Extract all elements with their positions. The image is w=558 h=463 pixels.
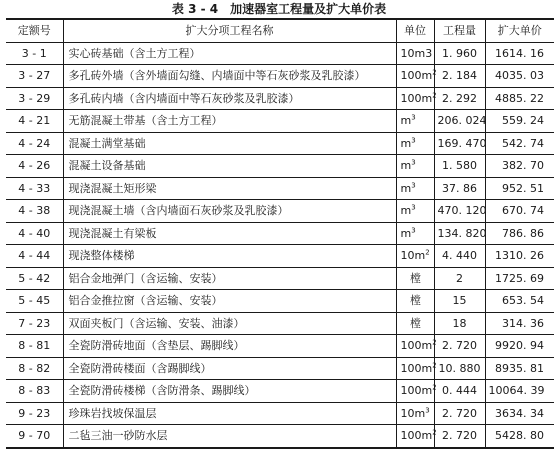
table-row	[6, 65, 554, 88]
unit-cell	[396, 65, 437, 88]
table-row	[6, 222, 554, 245]
unit-exponent: 2	[432, 68, 437, 77]
unit-price-cell: 542. 74	[485, 132, 554, 155]
item-name-cell: 无筋混凝土带基（含土方工程）	[63, 110, 396, 133]
unit-cell	[396, 290, 434, 313]
quota-code-cell: 4 - 33	[6, 177, 63, 200]
unit-base: 樘	[410, 271, 421, 285]
unit-cell	[396, 335, 437, 358]
unit-price-cell: 3634. 34	[485, 402, 554, 425]
unit-base: 100m	[400, 91, 433, 105]
unit-exponent: 2	[432, 428, 437, 437]
quota-code-cell: 4 - 44	[6, 245, 63, 268]
unit-cell	[396, 177, 434, 200]
quantity-cell: 18	[434, 312, 485, 335]
quota-code-cell: 3 - 1	[6, 42, 63, 65]
unit-cell	[396, 87, 437, 110]
quantity-cell: 1. 960	[434, 42, 485, 65]
quota-code-cell: 7 - 23	[6, 312, 63, 335]
table-row	[6, 402, 554, 425]
header-code: 定额号	[6, 20, 63, 42]
unit-price-cell: 952. 51	[485, 177, 554, 200]
table-row	[6, 132, 554, 155]
unit-base: 100m	[400, 339, 433, 353]
item-name-cell: 现浇混凝土矩形梁	[63, 177, 396, 200]
quota-code-cell: 5 - 42	[6, 267, 63, 290]
table-row	[6, 380, 554, 403]
item-name-cell: 多孔砖内墙（含内墙面中等石灰砂浆及乳胶漆）	[63, 87, 396, 110]
item-name-cell: 现浇整体楼梯	[63, 245, 396, 268]
unit-price-cell: 559. 24	[485, 110, 554, 133]
unit-cell	[396, 110, 434, 133]
quota-code-cell: 4 - 26	[6, 155, 63, 178]
unit-exponent: 3	[411, 203, 416, 212]
table-row	[6, 312, 554, 335]
unit-base: m	[400, 181, 412, 195]
unit-base: 100m	[400, 384, 433, 398]
unit-base: 100m	[400, 361, 433, 375]
unit-price-cell: 653. 54	[485, 290, 554, 313]
quantity-price-table-frame	[6, 18, 554, 449]
quantity-cell: 134. 820	[434, 222, 485, 245]
quota-code-cell: 4 - 38	[6, 200, 63, 223]
unit-price-cell: 5428. 80	[495, 429, 544, 443]
item-name-cell: 铝合金地弹门（含运输、安装）	[63, 267, 396, 290]
table-row	[6, 155, 554, 178]
quota-code-cell: 3 - 27	[6, 65, 63, 88]
unit-base: m	[400, 226, 412, 240]
item-name-cell: 全瓷防滑砖地面（含垫层、踢脚线）	[63, 335, 396, 358]
unit-price-cell: 786. 86	[485, 222, 554, 245]
quantity-cell: 2. 720	[434, 425, 485, 447]
unit-exponent: 3	[411, 113, 416, 122]
unit-exponent: 3	[411, 226, 416, 235]
unit-price-cell: 10064. 39	[485, 380, 554, 403]
unit-base: m	[400, 204, 412, 218]
unit-cell	[396, 357, 437, 380]
item-name-cell: 铝合金推拉窗（含运输、安装）	[63, 290, 396, 313]
unit-exponent: 2	[425, 248, 430, 257]
item-name-cell: 双面夹板门（含运输、安装、油漆）	[63, 312, 396, 335]
table-row	[6, 200, 554, 223]
quantity-cell: 37. 86	[434, 177, 485, 200]
header-quantity: 工程量	[434, 20, 485, 42]
item-name-cell: 现浇混凝土有梁板	[63, 222, 396, 245]
quantity-cell: 470. 120	[434, 200, 485, 223]
quota-code-cell: 8 - 81	[6, 335, 63, 358]
unit-cell	[396, 312, 434, 335]
item-name-cell: 实心砖基础（含土方工程）	[63, 42, 396, 65]
unit-price-cell: 4035. 03	[485, 65, 554, 88]
item-name-cell: 全瓷防滑砖楼面（含踢脚线）	[63, 357, 396, 380]
unit-price-cell: 314. 36	[485, 312, 554, 335]
quantity-cell: 2. 292	[434, 87, 485, 110]
item-name-cell: 二毡三油一砂防水层	[63, 425, 396, 447]
item-name-cell: 混凝土满堂基础	[63, 132, 396, 155]
quantity-cell: 2	[434, 267, 485, 290]
table-row	[6, 110, 554, 133]
header-row	[6, 20, 554, 42]
quantity-cell: 2. 720	[434, 335, 485, 358]
quantity-price-table	[6, 20, 554, 447]
item-name-cell: 多孔砖外墙（含外墙面勾缝、内墙面中等石灰砂浆及乳胶漆）	[63, 65, 396, 88]
quota-code-cell: 9 - 23	[6, 402, 63, 425]
unit-base: 10m	[400, 406, 426, 420]
unit-cell	[396, 380, 437, 403]
unit-price-cell: 670. 74	[485, 200, 554, 223]
item-name-cell: 全瓷防滑砖楼梯（含防滑条、踢脚线）	[63, 380, 396, 403]
unit-cell	[396, 267, 434, 290]
unit-exponent: 2	[432, 361, 437, 370]
item-name-cell: 珍珠岩找坡保温层	[63, 402, 396, 425]
item-name-cell: 混凝土设备基础	[63, 155, 396, 178]
table-row	[6, 357, 554, 380]
unit-exponent: 3	[425, 406, 430, 415]
unit-base: 100m	[400, 429, 433, 443]
quota-code-cell: 8 - 82	[6, 357, 63, 380]
quota-code-cell: 8 - 83	[6, 380, 63, 403]
table-title: 表 3 - 4 加速器室工程量及扩大单价表	[171, 2, 387, 16]
unit-base: 100m	[400, 69, 433, 83]
unit-exponent: 2	[432, 383, 437, 392]
unit-base: m	[400, 136, 412, 150]
table-row	[6, 267, 554, 290]
unit-price-cell: 8935. 81	[485, 357, 554, 380]
quantity-cell: 206. 024	[434, 110, 485, 133]
item-name-cell: 现浇混凝土墙（含内墙面石灰砂浆及乳胶漆）	[63, 200, 396, 223]
unit-cell	[396, 200, 434, 223]
table-row	[6, 425, 554, 447]
quota-code-cell: 9 - 70	[6, 425, 63, 447]
table-row	[6, 290, 554, 313]
unit-cell	[396, 402, 434, 425]
unit-exponent: 2	[432, 338, 437, 347]
unit-base: 10m	[400, 249, 426, 263]
quota-code-cell: 4 - 21	[6, 110, 63, 133]
quota-code-cell: 3 - 29	[6, 87, 63, 110]
unit-cell	[396, 425, 437, 447]
unit-base: 樘	[410, 294, 421, 308]
quantity-cell: 10. 880	[434, 357, 485, 380]
unit-price-cell: 4885. 22	[485, 87, 554, 110]
unit-exponent: 2	[432, 91, 437, 100]
unit-cell	[396, 222, 434, 245]
quantity-cell: 2. 720	[434, 402, 485, 425]
unit-price-cell: 9920. 94	[485, 335, 554, 358]
header-unit: 单位	[396, 20, 434, 42]
quantity-cell: 4. 440	[434, 245, 485, 268]
quantity-cell: 1. 580	[434, 155, 485, 178]
table-row	[6, 335, 554, 358]
unit-cell	[396, 132, 434, 155]
unit-cell	[396, 155, 434, 178]
quantity-cell: 169. 470	[434, 132, 485, 155]
unit-exponent: 3	[411, 181, 416, 190]
quantity-cell: 15	[434, 290, 485, 313]
header-name: 扩大分项工程名称	[63, 20, 396, 42]
table-row	[6, 177, 554, 200]
table-row	[6, 42, 554, 65]
quota-code-cell: 4 - 40	[6, 222, 63, 245]
unit-price-cell: 1310. 26	[485, 245, 554, 268]
table-body	[6, 42, 554, 447]
unit-base: m	[400, 159, 412, 173]
unit-price-cell: 1725. 69	[485, 267, 554, 290]
unit-price-cell: 1614. 16	[485, 42, 554, 65]
unit-cell	[396, 245, 434, 268]
table-row	[6, 245, 554, 268]
unit-price-cell: 382. 70	[485, 155, 554, 178]
quantity-cell: 0. 444	[434, 380, 485, 403]
quantity-cell: 2. 184	[434, 65, 485, 88]
unit-base: m	[400, 114, 412, 128]
unit-exponent: 3	[411, 136, 416, 145]
table-row	[6, 87, 554, 110]
header-unit-price: 扩大单价	[485, 20, 554, 42]
unit-exponent: 3	[411, 158, 416, 167]
quota-code-cell: 5 - 45	[6, 290, 63, 313]
quota-code-cell: 4 - 24	[6, 132, 63, 155]
unit-cell	[396, 42, 434, 65]
unit-base: 樘	[410, 316, 421, 330]
unit-base: 10m3	[400, 46, 433, 60]
